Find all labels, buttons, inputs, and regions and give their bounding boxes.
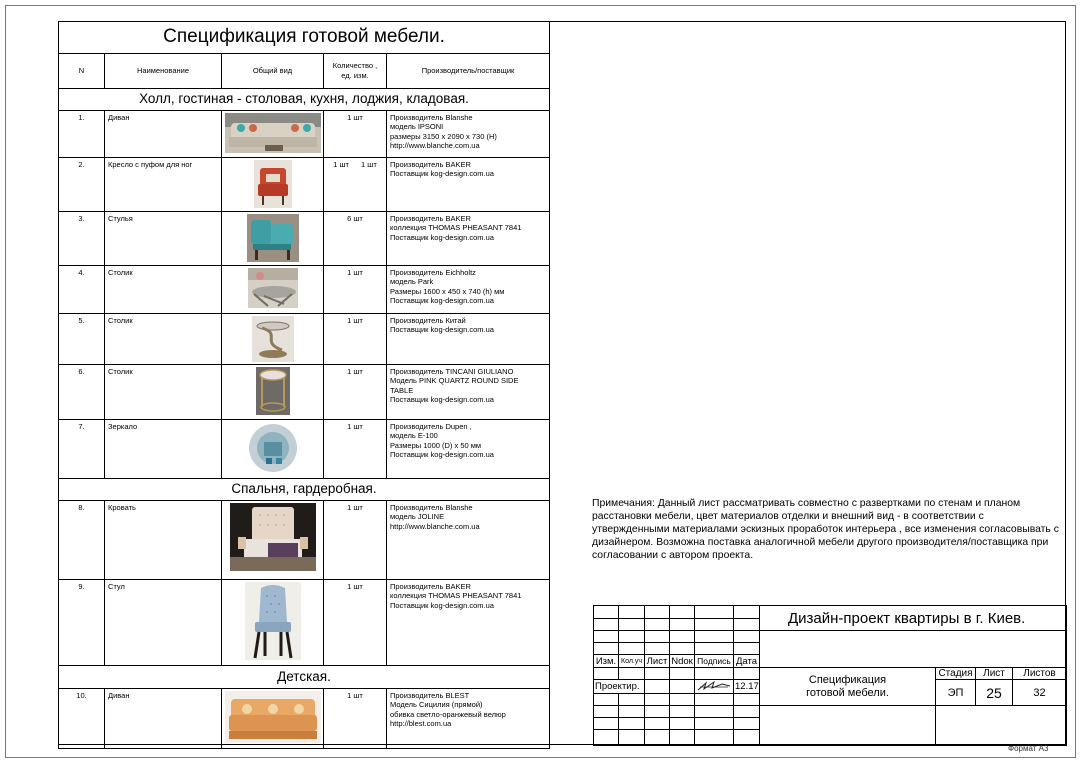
col-list: Лист	[645, 655, 670, 668]
item-name: Кресло с пуфом для ног	[105, 157, 222, 211]
item-name: Кровать	[105, 500, 222, 579]
bed-photo	[230, 503, 316, 571]
supplier-line: Поставщик kog-design.com.ua	[390, 232, 494, 242]
supplier-line: TABLE	[390, 385, 414, 395]
table-row	[59, 313, 550, 364]
item-supplier	[387, 364, 550, 419]
supplier-line: http://www.blanche.com.ua	[390, 521, 480, 531]
table-row	[59, 500, 550, 579]
coffee-table-photo	[248, 268, 298, 308]
item-name: Столик	[105, 364, 222, 419]
kids-sofa-photo	[225, 691, 321, 743]
item-name: Стулья	[105, 211, 222, 265]
supplier-line: Производитель BAKER	[390, 213, 471, 223]
item-number: 6.	[59, 364, 105, 419]
header-number: N	[59, 53, 105, 88]
sheet-number: 25	[976, 680, 1013, 706]
item-quantity: 1 шт	[324, 419, 387, 478]
item-supplier	[387, 419, 550, 478]
chairs-photo	[247, 214, 299, 262]
item-supplier	[387, 265, 550, 313]
supplier-line: Поставщик kog-design.com.ua	[390, 450, 494, 459]
item-supplier	[387, 500, 550, 579]
item-photo-cell	[222, 364, 324, 419]
table-row	[59, 211, 550, 265]
quantity-main: 1 шт	[333, 159, 349, 169]
item-quantity: 6 шт	[324, 211, 387, 265]
item-supplier	[387, 157, 550, 211]
page-title: Спецификация готовой мебели.	[59, 21, 550, 53]
table-row	[59, 157, 550, 211]
supplier-line: коллекция THOMAS PHEASANT 7841	[390, 223, 522, 232]
section-heading: Холл, гостиная - столовая, кухня, лоджия, кладовая.	[59, 88, 550, 110]
side-table-photo	[252, 316, 294, 362]
supplier-line: модель Park	[390, 277, 434, 286]
header-supplier: Производитель/поставщик	[387, 53, 550, 88]
item-photo-cell	[222, 313, 324, 364]
sheets-header: Листов	[1013, 668, 1067, 680]
supplier-line: Поставщик kog-design.com.ua	[390, 395, 494, 404]
supplier-line: Производитель Blanshe	[390, 502, 473, 512]
item-name: Диван	[105, 688, 222, 748]
table-row	[59, 688, 550, 748]
item-photo-cell	[222, 211, 324, 265]
supplier-line: размеры 3150 x 2090 x 730 (H)	[390, 131, 497, 141]
design-date: 12.17	[735, 681, 759, 692]
item-number: 4.	[59, 265, 105, 313]
specification-table	[58, 21, 550, 749]
item-photo-cell	[222, 419, 324, 478]
round-side-table-photo	[256, 367, 290, 415]
sofa-photo	[225, 113, 321, 153]
stage-value: ЭП	[936, 680, 976, 706]
title-block	[593, 605, 1067, 746]
supplier-line: модель IPSONI	[390, 122, 444, 131]
format-label: Формат А3	[1008, 744, 1049, 753]
supplier-line: коллекция THOMAS PHEASANT 7841	[390, 591, 522, 600]
item-name: Столик	[105, 313, 222, 364]
supplier-line: Размеры 1600 x 450 x 740 (h) мм	[390, 286, 505, 296]
sheet-title	[760, 668, 936, 706]
supplier-line: Производитель Китай	[390, 315, 466, 325]
supplier-line: Производитель Blanshe	[390, 112, 473, 122]
item-quantity: 1 шт	[324, 688, 387, 748]
item-supplier	[387, 110, 550, 157]
item-quantity	[324, 157, 387, 211]
sheets-total: 32	[1013, 680, 1067, 706]
supplier-line: Поставщик kog-design.com.ua	[390, 325, 494, 334]
item-quantity: 1 шт	[324, 500, 387, 579]
item-name: Диван	[105, 110, 222, 157]
item-quantity: 1 шт	[324, 265, 387, 313]
header-view: Общий вид	[222, 53, 324, 88]
item-photo-cell	[222, 265, 324, 313]
header-name: Наименование	[105, 53, 222, 88]
chair-photo	[245, 582, 301, 660]
supplier-line: Производитель BAKER	[390, 581, 471, 591]
item-number: 3.	[59, 211, 105, 265]
supplier-line: Производитель Eichholtz	[390, 267, 476, 277]
signature-scribble	[696, 680, 732, 692]
armchair-photo	[254, 160, 292, 208]
mirror-photo	[246, 422, 300, 474]
supplier-line: Производитель TINCANI GIULIANO	[390, 366, 514, 376]
item-quantity: 1 шт	[324, 110, 387, 157]
sheet-title-line: Спецификация	[808, 673, 887, 686]
supplier-line: Размеры 1000 (D) x 50 мм	[390, 440, 482, 450]
item-name: Зеркало	[105, 419, 222, 478]
stage-header: Стадия	[936, 668, 976, 680]
item-number: 10.	[59, 688, 105, 748]
supplier-line: Модель Сицилия (прямой)	[390, 700, 483, 709]
notes-paragraph: Примечания: Данный лист рассматривать совместно с развертками по стенам и планом расстановки мебели, цвет материалов отделки и внешний вид - в соответствии с утвержденными материалами эскизных проработок интерьера , все изменения согласовывать с дизайнером. Возможна поставка аналогичной мебели другого производителя/поставщика при согласовании с автором проекта.	[592, 498, 1059, 561]
item-supplier	[387, 579, 550, 665]
supplier-line: Производитель BLEST	[390, 690, 470, 700]
item-supplier	[387, 211, 550, 265]
table-row	[59, 110, 550, 157]
item-number: 8.	[59, 500, 105, 579]
supplier-line: Производитель BAKER	[390, 159, 471, 169]
supplier-line: обивка светло-оранжевый велюр	[390, 709, 506, 719]
header-quantity: Количество , ед. изм.	[324, 53, 387, 88]
col-kol-uch: Кол.уч	[619, 655, 645, 668]
table-row	[59, 419, 550, 478]
supplier-line: модель E-100	[390, 431, 438, 440]
supplier-line: Поставщик kog-design.com.ua	[390, 600, 494, 610]
supplier-line: http://www.blanche.com.ua	[390, 141, 480, 150]
sheet-header: Лист	[976, 668, 1013, 680]
col-date: Дата	[734, 655, 760, 668]
item-name: Стул	[105, 579, 222, 665]
item-number: 2.	[59, 157, 105, 211]
quantity-extra: 1 шт	[361, 159, 377, 169]
item-photo-cell	[222, 157, 324, 211]
section-heading: Спальня, гардеробная.	[59, 478, 550, 500]
table-row	[59, 579, 550, 665]
item-quantity: 1 шт	[324, 579, 387, 665]
item-photo-cell	[222, 110, 324, 157]
item-supplier	[387, 313, 550, 364]
supplier-line: http://blest.com.ua	[390, 719, 452, 728]
item-photo-cell	[222, 688, 324, 748]
col-izm: Изм.	[594, 655, 619, 668]
item-photo-cell	[222, 500, 324, 579]
item-number: 9.	[59, 579, 105, 665]
table-row	[59, 364, 550, 419]
item-number: 5.	[59, 313, 105, 364]
col-ndok: Ndок	[671, 655, 693, 667]
supplier-line: Производитель Dupen ,	[390, 421, 472, 431]
col-signature: Подпись	[695, 655, 734, 668]
role-designer: Проектир.	[594, 680, 645, 694]
supplier-line: Поставщик kog-design.com.ua	[390, 296, 494, 305]
item-supplier	[387, 688, 550, 748]
item-number: 1.	[59, 110, 105, 157]
supplier-line: Поставщик kog-design.com.ua	[390, 169, 494, 178]
section-heading: Детская.	[59, 665, 550, 688]
sheet-title-line: готовой мебели.	[806, 686, 889, 699]
signature	[695, 680, 734, 694]
item-photo-cell	[222, 579, 324, 665]
project-title: Дизайн-проект квартиры в г. Киев.	[760, 606, 1067, 631]
supplier-line: модель JOLINE	[390, 512, 445, 521]
supplier-line: Модель PINK QUARTZ ROUND SIDE	[390, 376, 519, 385]
table-row	[59, 265, 550, 313]
item-number: 7.	[59, 419, 105, 478]
item-name: Столик	[105, 265, 222, 313]
item-quantity: 1 шт	[324, 313, 387, 364]
item-quantity: 1 шт	[324, 364, 387, 419]
